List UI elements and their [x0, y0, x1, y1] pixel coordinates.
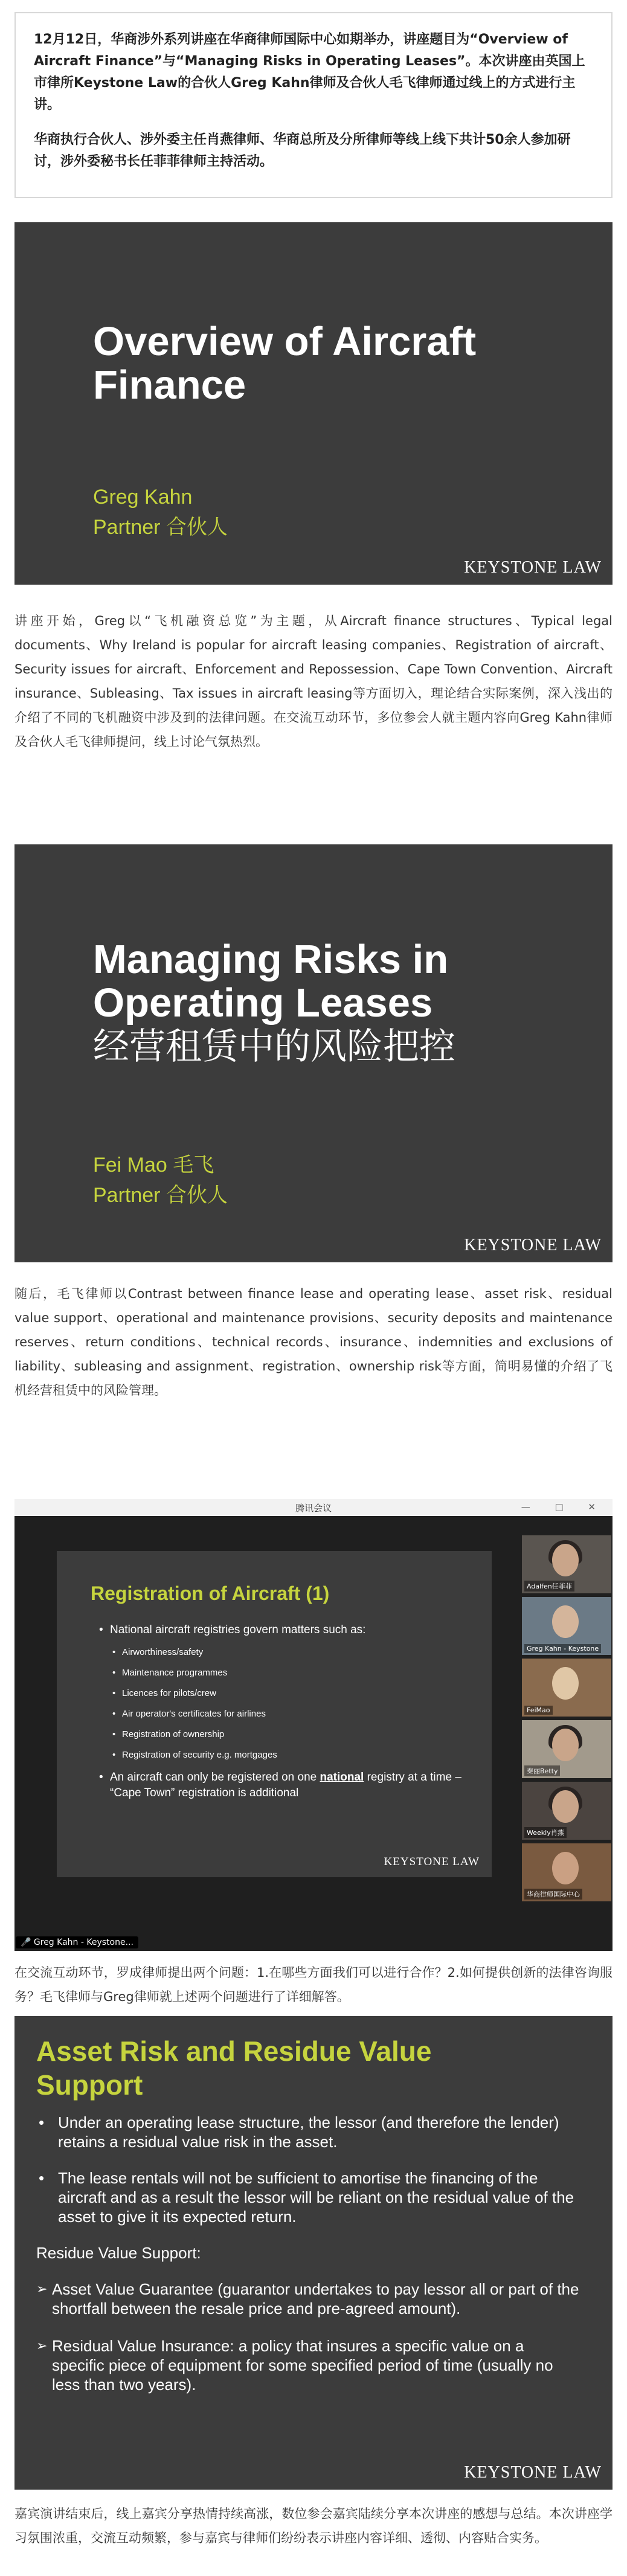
meeting-window-title: 腾讯会议: [295, 1503, 332, 1514]
list-item: • National aircraft registries govern matters such as:: [99, 1622, 461, 1638]
slide-title-line-2: Finance: [93, 362, 246, 408]
participant-tile[interactable]: [522, 1535, 611, 1593]
avatar: [552, 1790, 579, 1823]
asset-slide-title: [36, 2034, 432, 2102]
participant-tile[interactable]: [522, 1782, 611, 1840]
intro-box: [14, 12, 613, 198]
residue-heading: Residue Value Support:: [36, 2244, 201, 2262]
shared-slide: [57, 1551, 492, 1877]
bullet-emphasis: national: [320, 1771, 364, 1784]
participant-tile[interactable]: [522, 1659, 611, 1717]
slide-title-line-2: Operating Leases: [93, 980, 433, 1026]
list-item: • Registration of ownership: [99, 1729, 461, 1741]
video-meeting-screenshot: [14, 1499, 613, 1951]
presenter-role: Partner 合伙人: [93, 516, 228, 539]
window-controls[interactable]: — □ ✕: [521, 1502, 606, 1512]
paragraph-lecture-start: 讲座开始，Greg以“飞机融资总览”为主题，从Aircraft finance structures、Typical legal documents、Why Ireland is popular for aircraft leasing companies、Registration of aircraft、Security issues for aircraft、Enforcement and Repossession、Cape Town Convention、Aircraft insurance、Subleasing、Tax issues in aircraft leasing等方面切入，理论结合实际案例，深入浅出的介绍了不同的飞机融资中涉及到的法律问题。在交流互动环节，多位参会人就主题内容向Greg Kahn律师及合伙人毛飞律师提问，线上讨论气氛热烈。: [14, 614, 613, 749]
participant-name: FeiMao: [524, 1706, 553, 1715]
slide-title: [93, 320, 476, 407]
slide-title-line-1: Overview of Aircraft: [93, 319, 477, 364]
list-item: • Airworthiness/safety: [99, 1646, 461, 1659]
shared-slide-title: Registration of Aircraft (1): [91, 1582, 330, 1604]
paragraph-closing: 嘉宾演讲结束后，线上嘉宾分享热情持续高涨，数位参会嘉宾陆续分享本次讲座的感想与总结。本次讲座学习氛围浓重，交流互动频繁，参与嘉宾与律师们纷纷表示讲座内容详细、透彻、内容贴合实务。: [14, 2507, 613, 2545]
intro-paragraph-2: 华商执行合伙人、涉外委主任肖燕律师、华商总所及分所律师等线上线下共计50余人参加研讨，涉外委秘书长任菲菲律师主持活动。: [34, 132, 571, 169]
bullet-text: registry at a time – “Cape Town” registration is additional: [110, 1771, 461, 1799]
keystone-logo: KEYSTONE LAW: [464, 558, 602, 577]
active-speaker-tag: 🎤 Greg Kahn - Keystone...: [16, 1936, 138, 1948]
participant-name: Greg Kahn - Keystone: [524, 1644, 601, 1653]
keystone-logo: KEYSTONE LAW: [464, 1236, 602, 1254]
presenter-name: Fei Mao 毛飞: [93, 1154, 214, 1177]
participant-tile[interactable]: [522, 1597, 611, 1655]
list-item: • Registration of security e.g. mortgages: [99, 1749, 461, 1761]
slide-asset-risk: [14, 2016, 613, 2490]
list-item: ➢ Residual Value Insurance: a policy that insures a specific value on a specific piece of equipment for some specified period of time (usually no less than two years).: [36, 2336, 580, 2394]
keystone-logo: KEYSTONE LAW: [384, 1855, 480, 1868]
presenter-name: Greg Kahn: [93, 486, 193, 509]
slide-title: [93, 938, 455, 1068]
presenter-role: Partner 合伙人: [93, 1184, 228, 1207]
list-item: • Licences for pilots/crew: [99, 1688, 461, 1700]
paragraph-qa: 在交流互动环节，罗成律师提出两个问题：1.在哪些方面我们可以进行合作？2.如何提供创新的法律咨询服务？毛飞律师与Greg律师就上述两个问题进行了详细解答。: [14, 1965, 613, 2004]
shared-slide-list: [99, 1622, 461, 1801]
slide-title-line-1: Asset Risk and Residue Value: [36, 2035, 432, 2067]
avatar: [552, 1544, 579, 1576]
presenter-block: [93, 482, 228, 542]
paragraph-fei-mao: 随后，毛飞律师以Contrast between finance lease and operating lease、asset risk、residual value support、operational and maintenance provisions、security deposits and maintenance reserves、return conditions、technical records、insurance、indemnities and exclusions of liability、subleasing and assignment、registration、ownership risk等方面，简明易懂的介绍了飞机经营租赁中的风险管理。: [14, 1286, 613, 1398]
participant-tile[interactable]: [522, 1843, 611, 1901]
presenter-block: [93, 1150, 228, 1210]
slide-title-line-2: Support: [36, 2069, 143, 2101]
slide-title-cn: 经营租赁中的风险把控: [93, 1026, 455, 1068]
list-item: ➢ Asset Value Guarantee (guarantor undertakes to pay lessor all or part of the shortfall between the resale price and pre-agreed amount).: [36, 2279, 580, 2318]
avatar: [552, 1852, 579, 1884]
list-item: • Under an operating lease structure, the lessor (and therefore the lender) retains a residual value risk in the asset.: [36, 2113, 580, 2151]
asset-slide-body: [36, 2113, 580, 2412]
speaker-name: Greg Kahn - Keystone...: [33, 1938, 133, 1947]
avatar: [552, 1729, 579, 1761]
slide-managing-risks: [14, 844, 613, 1262]
participant-tile[interactable]: [522, 1720, 611, 1778]
intro-paragraph-1: 12月12日，华商涉外系列讲座在华商律师国际中心如期举办，讲座题目为“Overview of Aircraft Finance”与“Managing Risks in Operating Leases”。本次讲座由英国上市律所Keystone Law的合伙人Greg Kahn律师及合伙人毛飞律师通过线上的方式进行主讲。: [34, 32, 585, 112]
list-item: [99, 1770, 461, 1801]
keystone-logo: KEYSTONE LAW: [464, 2463, 602, 2482]
slide-aircraft-finance: [14, 222, 613, 585]
bullet-text: An aircraft can only be registered on one: [110, 1771, 320, 1784]
list-item: • Maintenance programmes: [99, 1667, 461, 1679]
participant-name: 秦丽Betty: [524, 1765, 560, 1776]
participant-name: Adalfen任菲菲: [524, 1581, 574, 1592]
list-item: • Air operator's certificates for airlines: [99, 1708, 461, 1720]
list-item: • The lease rentals will not be sufficient to amortise the financing of the aircraft and as a result the lessor will be reliant on the residual value of the asset to give it its expected return.: [36, 2168, 580, 2226]
meeting-title-bar: [14, 1499, 613, 1516]
participant-name: Weekly肖燕: [524, 1827, 567, 1838]
participant-list: [522, 1535, 611, 1905]
slide-title-line-1: Managing Risks in: [93, 937, 449, 982]
avatar: [552, 1667, 579, 1700]
avatar: [552, 1605, 579, 1638]
participant-name: 华商律师国际中心: [524, 1889, 582, 1900]
